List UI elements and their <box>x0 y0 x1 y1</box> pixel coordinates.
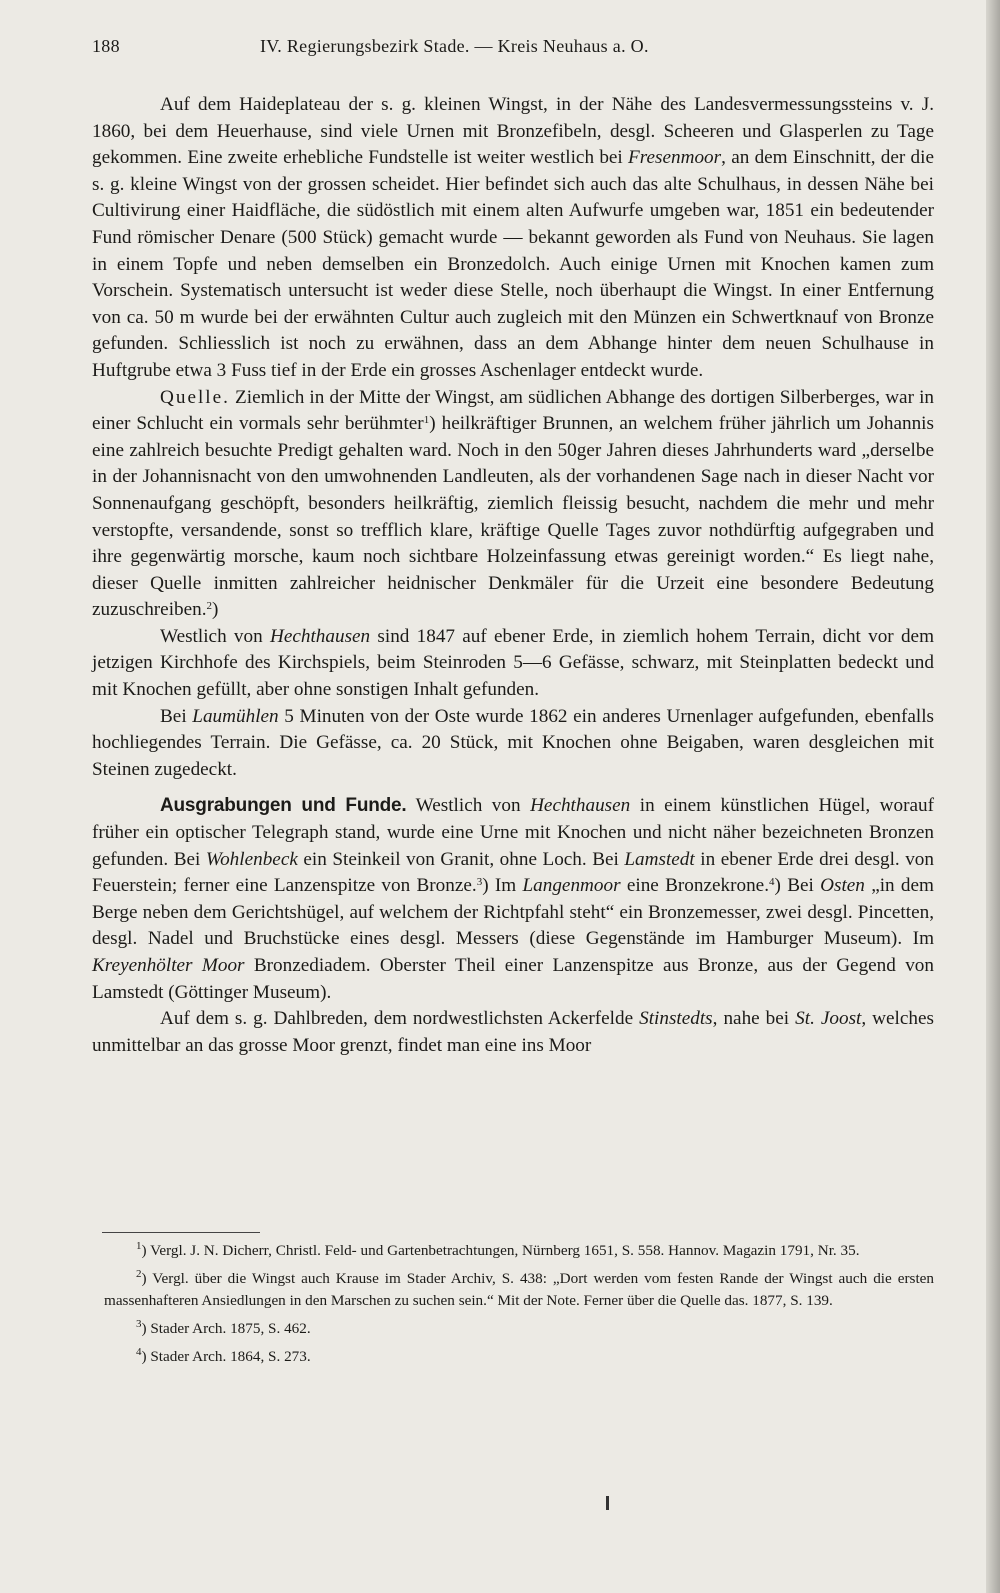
paragraph-lead: Quelle. <box>160 386 230 408</box>
running-header <box>92 36 932 62</box>
place-name: Langenmoor <box>522 875 621 897</box>
place-name: Hechthausen <box>269 625 371 647</box>
section-heading: Ausgrabungen und Funde. <box>160 795 407 817</box>
paragraph-wingst-finds: Auf dem Haideplateau der s. g. kleinen Wingst, in der Nähe des Landesvermessungssteins v. J. 1860, bei dem Heuerhause, sind viele Urnen mit Bronzefibeln, desgl. Scheeren und Glasperlen zu Tage gekommen. Eine zweite erhebliche Fundstelle ist weiter westlich bei Fresenmoor, an dem Einschnitt, der die s. g. kleine Wingst von der grossen scheidet. Hier befindet sich auch das alte Schulhaus, in dessen Nähe bei Cultivirung einer Haidfläche, die südöstlich mit einem alten Aufwurfe umgeben war, 1851 ein bedeutender Fund römischer Denare (500 Stück) gemacht wurde — bekannt geworden als Fund von Neuhaus. Sie lagen in einem Topfe und neben demselben ein Bronzedolch. Auch einige Urnen mit Knochen kamen zum Vorschein. Systematisch untersucht ist weder diese Stelle, noch überhaupt die Wingst. In einer Entfernung von ca. 50 m wurde bei der erwähnten Cultur auch zugleich mit den Münzen ein Schwertknauf von Bronze gefunden. Schliesslich ist noch zu erwähnen, dass an dem Abhange hinter dem neuen Schulhause in Huftgrube etwa 3 Fuss tief in der Erde ein grosses Aschenlager entdeckt wurde. <box>92 94 934 381</box>
footnotes <box>104 1240 934 1374</box>
place-name: Wohlenbeck <box>205 848 298 870</box>
place-name: Kreyenhölter Moor <box>92 955 245 976</box>
footnote-ref: 4 <box>769 876 775 889</box>
paragraph-quelle: Quelle. Ziemlich in der Mitte der Wingst, am südlichen Abhange des dortigen Silberberges, war in einer Schlucht ein vormals sehr berühmter$^1$) heilkräftiger Brunnen, an welchem früher jährlich um Johannis eine zahlreich besuchte Predigt gehalten ward. Noch in den 50ger Jahren dieses Jahrhunderts ward „derselbe in der Johannisnacht von den umwohnenden Landleuten, als der vorhandenen Sage nach in dieser Nacht vor Sonnenaufgang geschöpft, besonders heilkräftig, ziemlich fleissig besucht, nachdem die mehr und mehr verstopfte, versandende, sonst so trefflich klare, kräftige Quelle Tages zuvor nothdürftig aufgegraben und ihre gegenwärtig morsche, kaum noch sichtbare Holzeinfassung etwas gereinigt worden.“ Es liegt nahe, dieser Quelle inmitten zahlreicher heidnischer Denkmäler für die Urzeit eine besondere Bedeutung zuzuschreiben.$^2$) <box>92 386 934 621</box>
paragraph-hechthausen: Westlich von Hechthausen sind 1847 auf ebener Erde, in ziemlich hohem Terrain, dicht vor dem jetzigen Kirchhofe des Kirchspiels, beim Steinroden 5—6 Gefässe, schwarz, mit Steinplatten bedeckt und mit Knochen gefüllt, aber ohne sonstigen Inhalt gefunden. <box>92 625 934 701</box>
footnote-ref: 2 <box>206 600 213 613</box>
footnote: $^3$) Stader Arch. 1875, S. 462. <box>136 1318 311 1337</box>
place-name: Fresenmoor <box>628 147 722 169</box>
place-name: St. Joost <box>795 1008 862 1030</box>
running-title: IV. Regierungsbezirk Stade. — Kreis Neuhaus a. O. <box>260 36 649 56</box>
paragraph-ausgrabungen: Ausgrabungen und Funde. Westlich von Hechthausen in einem künstlichen Hügel, worauf früher ein optischer Telegraph stand, wurde eine Urne mit Knochen und nicht näher bezeichneten Bronzen gefunden. Bei Wohlenbeck ein Steinkeil von Granit, ohne Loch. Bei Lamstedt in ebener Erde drei desgl. von Feuerstein; ferner eine Lanzenspitze von Bronze.$^3$) Im Langenmoor eine Bronzekrone.$^4$) Bei Osten „in dem Berge neben dem Gerichtshügel, auf welchem der Richtpfahl steht“ ein Bronzemesser, zwei desgl. Pincetten, desgl. Nadel und Bruchstücke eines desgl. Messers (diese Gegenstände im Hamburger Museum). Im Kreyenhölter Moor Bronzediadem. Oberster Theil einer Lanzenspitze aus Bronze, aus der Gegend von Lamstedt (Göttinger Museum). <box>92 795 935 1003</box>
page-number: 188 <box>92 36 120 56</box>
place-name: Laumühlen <box>192 705 279 727</box>
footnote-ref: 1 <box>423 414 430 427</box>
footnote-separator <box>102 1232 260 1233</box>
place-name: Hechthausen <box>530 795 631 817</box>
place-name: Osten <box>820 875 865 897</box>
footnote: $^4$) Stader Arch. 1864, S. 273. <box>136 1346 311 1365</box>
footnote: $^2$) Vergl. über die Wingst auch Krause im Stader Archiv, S. 438: „Dort werden vom festen Rande der Wingst auch die ersten massenhafteren Ansiedlungen in den Marschen zu suchen sein.“ Mit der Note. Ferner über die Quelle das. 1877, S. 139. <box>104 1268 934 1309</box>
page-edge-shadow <box>986 0 1000 1593</box>
print-mark <box>606 1496 609 1510</box>
paragraph-dahlbreden: Auf dem s. g. Dahlbreden, dem nordwestlichsten Ackerfelde Stinstedts, nahe bei St. Joost, welches unmittelbar an das grosse Moor grenzt, findet man eine ins Moor <box>92 1008 934 1056</box>
place-name: Stinstedts <box>639 1008 713 1030</box>
place-name: Lamstedt <box>624 848 695 870</box>
footnote-ref: 3 <box>476 876 483 889</box>
paragraph-laumuehlen: Bei Laumühlen 5 Minuten von der Oste wurde 1862 ein anderes Urnenlager aufgefunden, ebenfalls hochliegendes Terrain. Die Gefässe, ca. 20 Stück, mit Knochen ohne Beigaben, waren desgleichen mit Steinen zugedeckt. <box>92 705 934 780</box>
main-text <box>92 92 934 1059</box>
footnote: $^1$) Vergl. J. N. Dicherr, Christl. Feld- und Gartenbetrachtungen, Nürnberg 1651, S. 558. Hannov. Magazin 1791, Nr. 35. <box>136 1240 860 1259</box>
